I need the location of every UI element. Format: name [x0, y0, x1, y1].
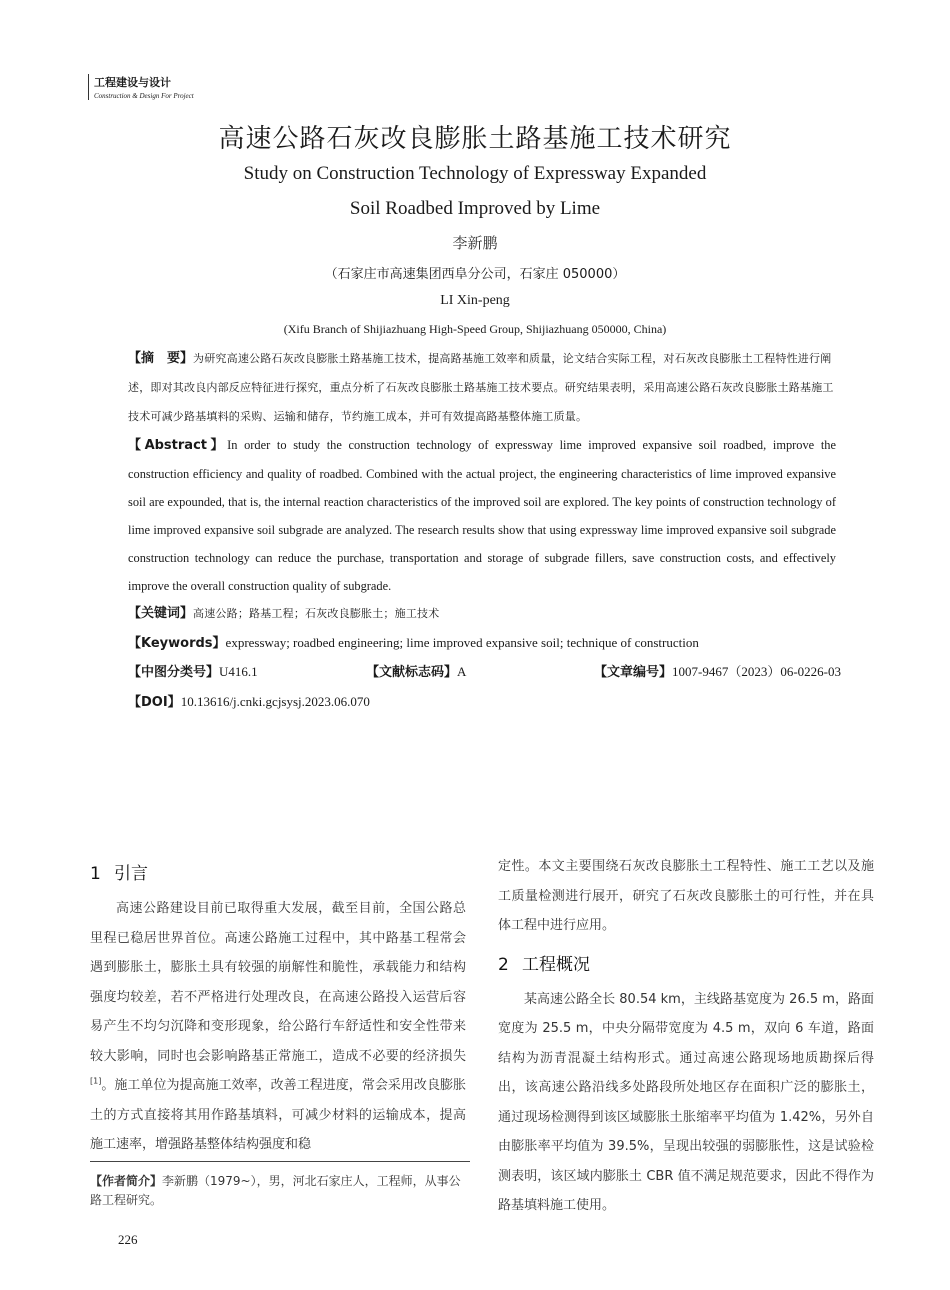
journal-header — [88, 74, 194, 100]
author-cn: 李新鹏 — [452, 234, 498, 252]
classification-value: U416.1 — [219, 664, 258, 679]
section-1-continued: 定性。本文主要围绕石灰改良膨胀土工程特性、施工工艺以及施工质量检测进行展开，研究了石灰改良膨胀土的可行性，并在具体工程中进行应用。 — [498, 859, 874, 933]
left-column — [90, 858, 466, 1160]
paper-title-en-line1: Study on Construction Technology of Expressway Expanded — [243, 163, 707, 184]
abstract-cn-text: 为研究高速公路石灰改良膨胀土路基施工技术，提高路基施工效率和质量，论文结合实际工程，对石灰改良膨胀土工程特性进行阐述，即对其改良内部反应特征进行探究，重点分析了石灰改良膨胀土路基施工技术要点。研究结果表明，采用高速公路石灰改良膨胀土路基施工技术可减少路基填料的采购、运输和储存，节约施工成本，并可有效提高路基整体施工质量。 — [128, 352, 834, 423]
citation-1: [1] — [90, 1076, 102, 1086]
section-2-number: 2 — [498, 954, 509, 975]
author-footnote — [90, 1172, 470, 1210]
section-1-text-b: 。施工单位为提高施工效率，改善工程进度，常会采用改良膨胀土的方式直接将其用作路基填料，可减少材料的运输成本，提高施工速率，增强路基整体结构强度和稳 — [90, 1078, 466, 1152]
article-number — [594, 658, 841, 687]
section-1-title: 引言 — [114, 864, 148, 884]
footnote-divider — [90, 1161, 470, 1162]
document-code-label: 【文献标志码】 — [366, 665, 458, 680]
author-en: LI Xin-peng — [440, 293, 510, 308]
right-column — [498, 852, 874, 1221]
keywords-cn — [128, 599, 836, 628]
section-1-heading — [90, 858, 466, 890]
abstract-cn-label: 【摘 要】 — [128, 351, 194, 366]
affiliation-en: (Xifu Branch of Shijiazhuang High-Speed Group, Shijiazhuang 050000, China) — [283, 322, 667, 336]
keywords-en-label: 【Keywords】 — [128, 636, 226, 651]
doi — [128, 688, 370, 717]
document-code-value: A — [457, 664, 467, 679]
affiliation-cn: （石家庄市高速集团西阜分公司，石家庄 050000） — [324, 267, 626, 282]
keywords-en — [128, 629, 836, 658]
article-number-label: 【文章编号】 — [594, 665, 673, 680]
classification — [128, 658, 258, 687]
section-2-heading — [498, 949, 874, 981]
section-2-paragraph: 某高速公路全长 80.54 km，主线路基宽度为 26.5 m，路面宽度为 25.5 m，中央分隔带宽度为 4.5 m，双向 6 车道，路面结构为沥青混凝土结构形式。通过高速公路现场地质勘探后得出，该高速公路沿线多处路段所处地区存在面积广泛的膨胀土，通过现场检测得到该区域膨胀土胀缩率平均值为 1.42%，另外自由膨胀率平均值为 39.5%，呈现出较强的弱膨胀性，这是试验检测表明，该区域内膨胀土 CBR 值不满足规范要求，因此不得作为路基填料施工使用。 — [498, 991, 874, 1213]
page-number: 226 — [118, 1232, 138, 1247]
abstract-cn — [128, 344, 836, 431]
journal-name-cn: 工程建设与设计 — [94, 76, 171, 89]
classification-label: 【中图分类号】 — [128, 665, 220, 680]
section-2-title: 工程概况 — [522, 954, 590, 975]
paper-title-en-line2: Soil Roadbed Improved by Lime — [349, 198, 601, 219]
section-1-paragraph — [90, 894, 466, 1160]
section-1-number: 1 — [90, 864, 101, 884]
footnote-text: 李新鹏（1979~），男，河北石家庄人，工程师，从事公路工程研究。 — [90, 1174, 461, 1207]
keywords-cn-label: 【关键词】 — [128, 606, 194, 621]
abstract-en-label: 【Abstract】 — [128, 438, 228, 453]
footnote-label: 【作者简介】 — [90, 1174, 163, 1188]
abstract-en-text: In order to study the construction technology of expressway lime improved expansive soil roadbed, improve the construction efficiency and quality of roadbed. Combined with the actual project, the engineering characteristics of lime improved expansive soil are expounded, that is, the internal reaction characteristics of the improved soil are explored. The key points of construction technology of lime improved expansive soil subgrade are analyzed. The research results show that using expressway lime improved expansive soil subgrade construction technology can reduce the purchase, transportation and storage of subgrade fillers, save construction costs, and effectively improve the overall construction quality of subgrade. — [128, 438, 836, 593]
keywords-cn-text: 高速公路；路基工程；石灰改良膨胀土；施工技术 — [193, 607, 440, 620]
section-1-text-a: 高速公路建设目前已取得重大发展，截至目前，全国公路总里程已稳居世界首位。高速公路施工过程中，其中路基工程常会遇到膨胀土，膨胀土具有较强的崩解性和脆性，承载能力和结构强度均较差，若不严格进行处理改良，在高速公路投入运营后容易产生不均匀沉降和变形现象，给公路行车舒适性和安全性带来较大影响，同时也会影响路基正常施工，造成不必要的经济损失 — [90, 901, 466, 1064]
abstract-en — [128, 431, 836, 600]
doi-label: 【DOI】 — [128, 695, 181, 710]
document-code — [366, 658, 466, 687]
article-number-value: 1007-9467（2023）06-0226-03 — [672, 664, 842, 679]
paper-title-cn: 高速公路石灰改良膨胀土路基施工技术研究 — [218, 124, 732, 154]
doi-value: 10.13616/j.cnki.gcjsysj.2023.06.070 — [180, 694, 370, 709]
keywords-en-text: expressway; roadbed engineering; lime improved expansive soil; technique of construction — [225, 635, 699, 650]
journal-name-en: Construction & Design For Project — [94, 92, 194, 100]
